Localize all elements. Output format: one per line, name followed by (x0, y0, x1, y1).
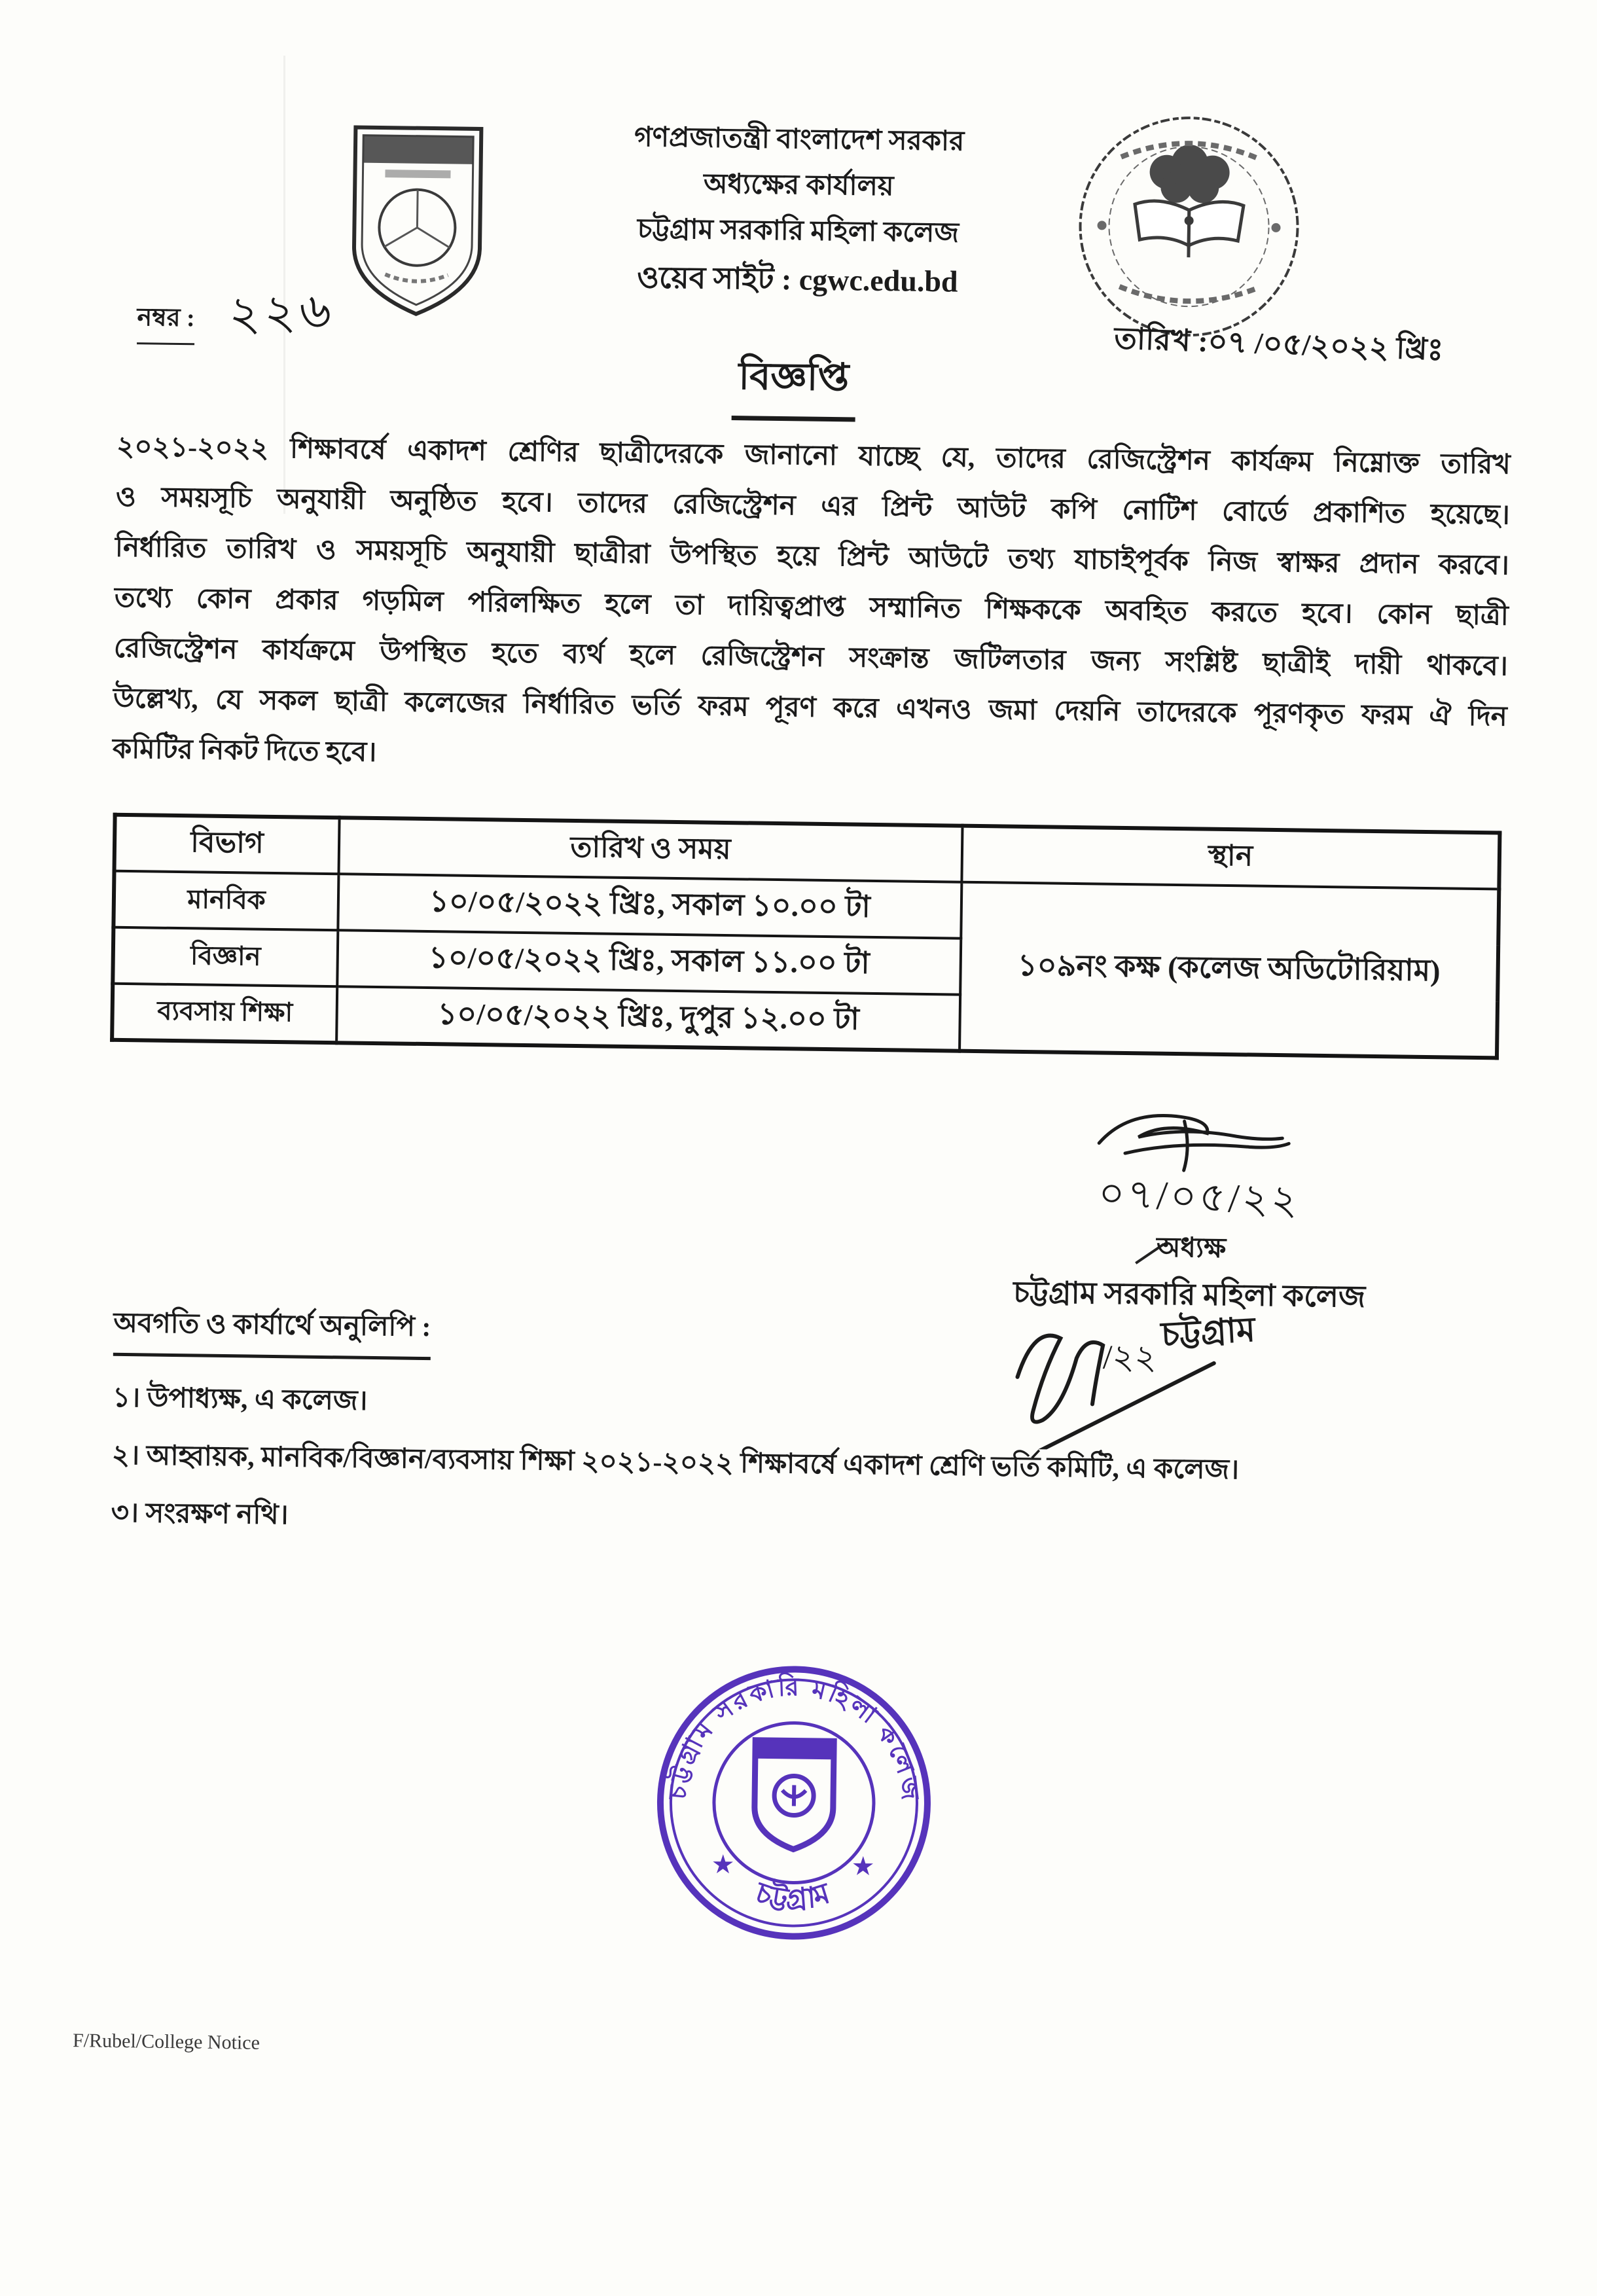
college-name-line: চট্টগ্রাম সরকারি মহিলা কলেজ (637, 214, 960, 249)
col-header-department: বিভাগ (115, 815, 340, 874)
office-line: অধ্যক্ষের কার্যালয় (703, 169, 894, 202)
memo-date: তারিখ :০৭ /০৫/২০২২ খ্রিঃ (1113, 321, 1444, 367)
seal-star-right-icon: ★ (851, 1851, 875, 1882)
signature-designation: অধ্যক্ষ (1156, 1232, 1227, 1265)
seal-star-left-icon: ★ (711, 1849, 735, 1880)
emblem-tree-icon (1149, 144, 1230, 204)
venue-cell: ১০৯নং কক্ষ (কলেজ অডিটোরিয়াম) (960, 882, 1499, 1058)
body-line: ২০২১-২০২২ শিক্ষাবর্ষে একাদশ শ্রেণির ছাত্রীদেরকে জানানো যাচ্ছে যে, তাদের রেজিস্ট্রেশন কার্যক্রম নিম্নোক্ত তারিখ (116, 431, 1511, 480)
datetime-cell: ১০/০৫/২০২২ খ্রিঃ, দুপুর ১২.০০ টা (336, 986, 960, 1050)
body-line: ও সময়সূচি অনুযায়ী অনুষ্ঠিত হবে। তাদের রেজিস্ট্রেশন এর প্রিন্ট আউট কপি নোটিশ বোর্ডে প্রকাশিত হয়েছে। (115, 482, 1511, 531)
letterhead (562, 114, 1035, 308)
college-round-emblem-icon (1073, 111, 1305, 343)
college-rubber-stamp-seal (646, 1655, 942, 1951)
signature-college: চট্টগ্রাম সরকারি মহিলা কলেজ (1013, 1275, 1366, 1314)
datetime-cell: ১০/০৫/২০২২ খ্রিঃ, সকাল ১০.০০ টা (338, 874, 961, 938)
copies-heading: অবগতি ও কার্যার্থে অনুলিপি : (113, 1301, 431, 1360)
memo-number-value: ২২৬ (227, 283, 336, 342)
col-header-venue: স্থান (961, 826, 1499, 889)
college-shield-emblem-icon (344, 122, 490, 327)
copies-item: ৩। সংরক্ষণ নথি। (111, 1498, 289, 1531)
dept-cell: মানবিক (113, 871, 338, 930)
memo-number-label: নম্বর : (137, 298, 195, 345)
registration-schedule-table (110, 813, 1501, 1060)
countersign-place: চট্টগ্রাম (1160, 1311, 1257, 1354)
body-line: নির্ধারিত তারিখ ও সময়সূচি অনুযায়ী ছাত্রীরা উপস্থিত হয়ে প্রিন্ট আউটে তথ্য যাচাইপূর্বক নিজ স্বাক্ষর প্রদান করবে। (115, 532, 1510, 581)
copies-item: ২। আহ্বায়ক, মানবিক/বিজ্ঞান/ব্যবসায় শিক্ষা ২০২১-২০২২ শিক্ষাবর্ষে একাদশ শ্রেণি ভর্তি কমিটি, এ কলেজ। (111, 1440, 1240, 1486)
body-line: কমিটির নিকট দিতে হবে। (112, 734, 377, 768)
seal-top-text: চট্টগ্রাম সরকারি মহিলা কলেজ (664, 1673, 924, 1804)
body-line: উল্লেখ্য, যে সকল ছাত্রী কলেজের নির্ধারিত ভর্তি ফরম পূরণ করে এখনও জমা দেয়নি তাদেরকে পূরণকৃত ফরম ঐ দিন (113, 683, 1508, 732)
countersign-date: /২২ (1102, 1338, 1157, 1377)
svg-text:চট্টগ্রাম সরকারি মহিলা কলেজ (663, 1670, 925, 1805)
col-header-datetime: তারিখ ও সময় (338, 817, 962, 882)
government-line: গণপ্রজাতন্ত্রী বাংলাদেশ সরকার (634, 122, 965, 157)
body-line: রেজিস্ট্রেশন কার্যক্রমে উপস্থিত হতে ব্যর্থ হলে রেজিস্ট্রেশন সংক্রান্ত জটিলতার জন্য সংশ্লিষ্ট ছাত্রীই দায়ী থাকবে। (113, 633, 1509, 682)
dept-cell: ব্যবসায় শিক্ষা (112, 984, 337, 1043)
emblem-book-icon (1134, 201, 1244, 259)
signature-date-handwritten: ০৭/০৫/২২ (1097, 1171, 1301, 1224)
notice-title: বিজ্ঞপ্তি (732, 347, 856, 422)
dept-cell: বিজ্ঞান (113, 927, 338, 986)
seal-bottom-text: চট্টগ্রাম (751, 1876, 834, 1916)
copies-list (111, 1369, 1513, 1560)
file-reference: F/Rubel/College Notice (72, 2030, 260, 2054)
website-line: ওয়েব সাইট : cgwc.edu.bd (636, 260, 958, 298)
datetime-cell: ১০/০৫/২০২২ খ্রিঃ, সকাল ১১.০০ টা (337, 930, 961, 994)
body-line: তথ্যে কোন প্রকার গড়মিল পরিলক্ষিত হলে তা দায়িত্বপ্রাপ্ত সম্মানিত শিক্ষককে অবহিত করতে হবে। কোন ছাত্রী (114, 583, 1509, 632)
notice-body (112, 422, 1511, 793)
seal-center-shield-icon (754, 1740, 834, 1850)
copies-item: ১। উপাধ্যক্ষ, এ কলেজ। (112, 1382, 368, 1416)
